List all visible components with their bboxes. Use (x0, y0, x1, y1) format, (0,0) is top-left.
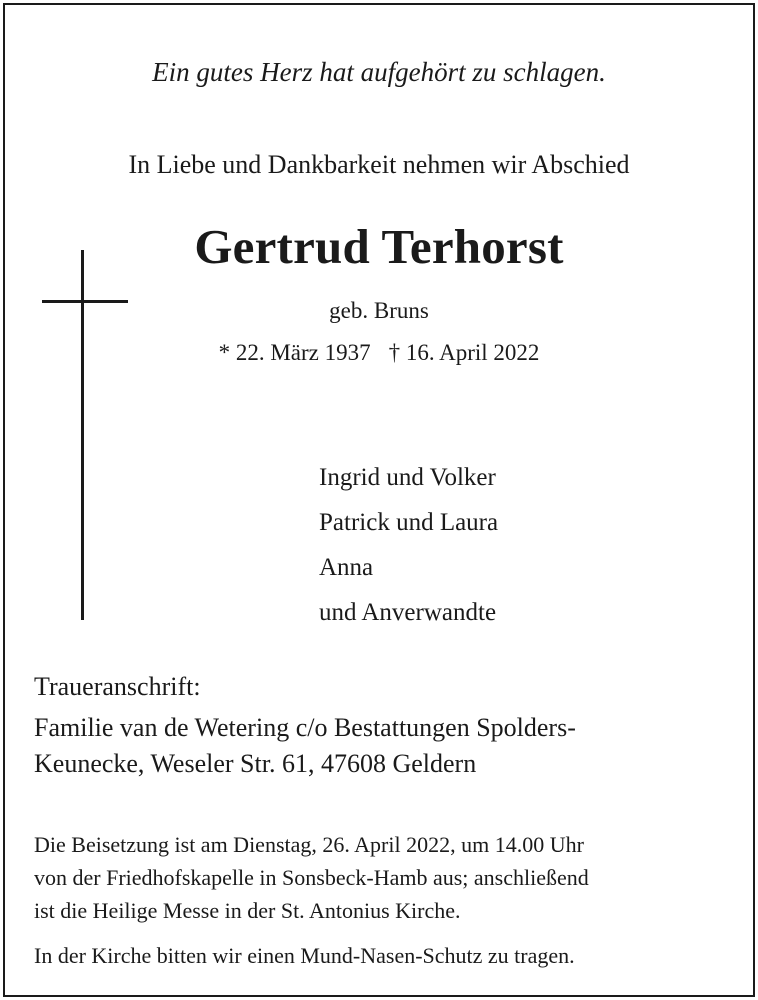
life-dates (0, 340, 758, 366)
mourner-line: Anna (319, 554, 374, 581)
mourners-list (319, 455, 498, 635)
cross-vertical-bar (81, 250, 84, 620)
mourner-line: Patrick und Laura (319, 509, 499, 536)
address-label: Traueranschrift: (34, 672, 201, 701)
maiden-name: geb. Bruns (329, 298, 429, 323)
funeral-line: von der Friedhofskapelle in Sonsbeck-Hamb aus; anschließend (34, 865, 589, 890)
cross-horizontal-bar (42, 300, 128, 303)
funeral-line: ist die Heilige Messe in der St. Antonius Kirche. (34, 898, 461, 923)
mourner-line: und Anverwandte (319, 599, 497, 626)
funeral-details (34, 828, 589, 927)
mourning-address (34, 710, 576, 782)
address-line: Familie van de Wetering c/o Bestattungen Spolders- (34, 713, 576, 742)
farewell-line: In Liebe und Dankbarkeit nehmen wir Abschied (128, 150, 630, 179)
mourner-line: Ingrid und Volker (319, 464, 496, 491)
deceased-name: Gertrud Terhorst (194, 219, 564, 274)
mask-note: In der Kirche bitten wir einen Mund-Nasen-Schutz zu tragen. (34, 943, 575, 968)
address-line: Keunecke, Weseler Str. 61, 47608 Geldern (34, 749, 477, 778)
death-date: † 16. April 2022 (388, 340, 540, 365)
birth-date: * 22. März 1937 (218, 340, 371, 365)
motto: Ein gutes Herz hat aufgehört zu schlagen. (152, 57, 606, 87)
funeral-line: Die Beisetzung ist am Dienstag, 26. April 2022, um 14.00 Uhr (34, 832, 584, 857)
